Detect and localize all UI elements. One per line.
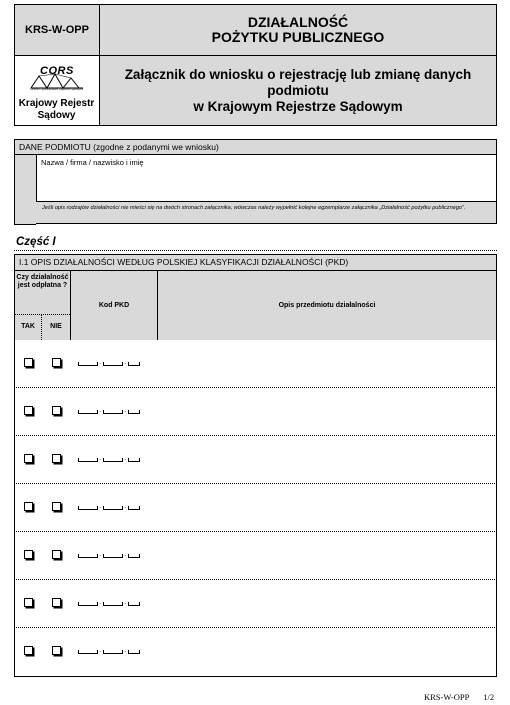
entity-section-margin bbox=[14, 155, 36, 224]
activity-description-field[interactable] bbox=[159, 628, 496, 676]
paid-yes-checkbox[interactable] bbox=[24, 550, 33, 559]
pkd-code-separator: · bbox=[124, 505, 127, 511]
pkd-code-segment bbox=[128, 410, 140, 414]
activity-rows bbox=[14, 340, 497, 677]
table-row bbox=[14, 580, 497, 628]
pkd-code-column-header: Kod PKD bbox=[70, 271, 158, 340]
no-cell bbox=[43, 580, 72, 627]
pkd-code-segment bbox=[103, 410, 123, 414]
pkd-code-segment bbox=[78, 362, 98, 366]
pkd-code-separator: · bbox=[124, 457, 127, 463]
page-footer bbox=[424, 692, 494, 702]
yes-cell bbox=[15, 340, 44, 387]
pkd-code-segment bbox=[103, 362, 123, 366]
paid-column-header: Czy działalność jest odpłatna ? bbox=[14, 271, 70, 315]
pkd-code-cell bbox=[71, 436, 160, 483]
activity-description-field[interactable] bbox=[159, 436, 496, 483]
paid-no-checkbox[interactable] bbox=[52, 646, 61, 655]
title-line1: DZIAŁALNOŚĆ bbox=[247, 14, 349, 30]
pkd-code-separator: · bbox=[99, 553, 102, 559]
subtitle-line3: w Krajowym Rejestrze Sądowym bbox=[193, 98, 403, 114]
pkd-code-input[interactable] bbox=[78, 410, 140, 414]
no-cell bbox=[43, 484, 72, 531]
pkd-code-separator: · bbox=[99, 601, 102, 607]
paid-no-checkbox[interactable] bbox=[52, 406, 61, 415]
pkd-code-segment bbox=[103, 650, 123, 654]
pkd-code-segment bbox=[78, 506, 98, 510]
yes-cell bbox=[15, 388, 44, 435]
pkd-code-segment bbox=[103, 602, 123, 606]
pkd-code-segment bbox=[128, 506, 140, 510]
logo-org-line2: Sądowy bbox=[37, 110, 76, 121]
pkd-code-separator: · bbox=[124, 601, 127, 607]
pkd-code-segment bbox=[78, 650, 98, 654]
paid-yes-checkbox[interactable] bbox=[24, 646, 33, 655]
pkd-code-separator: · bbox=[99, 409, 102, 415]
pkd-code-separator: · bbox=[124, 409, 127, 415]
pkd-code-separator: · bbox=[99, 457, 102, 463]
paid-no-checkbox[interactable] bbox=[52, 598, 61, 607]
pkd-code-input[interactable] bbox=[78, 602, 140, 606]
pkd-code-separator: · bbox=[99, 649, 102, 655]
footer-form-code: KRS-W-OPP bbox=[424, 692, 470, 702]
pkd-code-separator: · bbox=[124, 361, 127, 367]
pkd-code-input[interactable] bbox=[78, 554, 140, 558]
pkd-code-input[interactable] bbox=[78, 458, 140, 462]
activity-description-field[interactable] bbox=[159, 580, 496, 627]
paid-no-checkbox[interactable] bbox=[52, 358, 61, 367]
activity-section-heading: I.1 OPIS DZIAŁALNOŚCI WEDŁUG POLSKIEJ KLASYFIKACJI DZIAŁALNOŚCI (PKD) bbox=[14, 254, 497, 271]
subtitle-line2: podmiotu bbox=[267, 82, 329, 98]
pkd-code-segment bbox=[128, 602, 140, 606]
yes-cell bbox=[15, 628, 44, 676]
title-line2: POŻYTKU PUBLICZNEGO bbox=[211, 29, 385, 45]
pkd-code-cell bbox=[71, 340, 160, 387]
pkd-code-segment bbox=[78, 602, 98, 606]
subtitle-line1: Załącznik do wniosku o rejestrację lub zmianę danych bbox=[124, 66, 472, 82]
pkd-code-input[interactable] bbox=[78, 362, 140, 366]
pkd-code-segment bbox=[78, 554, 98, 558]
footer-page-number: 1/2 bbox=[483, 692, 495, 702]
no-cell bbox=[43, 436, 72, 483]
entity-section-heading: DANE PODMIOTU (zgodne z podanymi we wniosku) bbox=[14, 139, 497, 155]
no-cell bbox=[43, 340, 72, 387]
logo-acronym: CORS bbox=[40, 65, 74, 77]
entity-note: Jeśli opis rodzajów działalności nie mieści się na dwóch stronach załącznika, wówczas należy wypełnić kolejne egzemplarze załącznika „Działalność pożytku publicznego”. bbox=[36, 202, 497, 224]
pkd-code-input[interactable] bbox=[78, 506, 140, 510]
pkd-code-segment bbox=[128, 554, 140, 558]
paid-no-checkbox[interactable] bbox=[52, 454, 61, 463]
activity-description-field[interactable] bbox=[159, 532, 496, 579]
pkd-code-segment bbox=[78, 458, 98, 462]
paid-yes-checkbox[interactable] bbox=[24, 502, 33, 511]
pkd-code-separator: · bbox=[99, 505, 102, 511]
table-row bbox=[14, 340, 497, 388]
description-column-header: Opis przedmiotu działalności bbox=[158, 271, 497, 340]
pkd-code-segment bbox=[103, 554, 123, 558]
part-label: Część I bbox=[16, 236, 56, 248]
logo-small-text: Centrum Ogólnopolskich Rejestrów Sądowych bbox=[29, 88, 84, 91]
pkd-code-segment bbox=[128, 362, 140, 366]
table-row bbox=[14, 388, 497, 436]
pkd-code-separator: · bbox=[124, 553, 127, 559]
table-row bbox=[14, 532, 497, 580]
entity-name-field[interactable] bbox=[36, 155, 497, 202]
yes-cell bbox=[15, 532, 44, 579]
pkd-code-cell bbox=[71, 628, 160, 676]
table-row bbox=[14, 436, 497, 484]
part-divider bbox=[14, 250, 497, 251]
yes-column-header: TAK bbox=[14, 315, 42, 340]
paid-yes-checkbox[interactable] bbox=[24, 598, 33, 607]
yes-cell bbox=[15, 436, 44, 483]
pkd-code-separator: · bbox=[124, 649, 127, 655]
table-row bbox=[14, 484, 497, 532]
paid-yes-checkbox[interactable] bbox=[24, 358, 33, 367]
pkd-code-cell bbox=[71, 580, 160, 627]
pkd-code-cell bbox=[71, 532, 160, 579]
form-title bbox=[99, 4, 497, 56]
entity-section-divider bbox=[14, 224, 36, 225]
activity-description-field[interactable] bbox=[159, 340, 496, 387]
pkd-code-segment bbox=[103, 506, 123, 510]
yes-cell bbox=[15, 484, 44, 531]
entity-name-label: Nazwa / firma / nazwisko i imię bbox=[41, 158, 144, 167]
activity-description-field[interactable] bbox=[159, 484, 496, 531]
no-cell bbox=[43, 628, 72, 676]
paid-no-checkbox[interactable] bbox=[52, 502, 61, 511]
pkd-code-segment bbox=[78, 410, 98, 414]
form-code: KRS-W-OPP bbox=[14, 4, 99, 56]
pkd-code-segment bbox=[128, 458, 140, 462]
form-subtitle bbox=[99, 56, 497, 126]
paid-yes-checkbox[interactable] bbox=[24, 406, 33, 415]
table-row bbox=[14, 628, 497, 677]
paid-no-checkbox[interactable] bbox=[52, 550, 61, 559]
pkd-code-separator: · bbox=[99, 361, 102, 367]
pkd-code-cell bbox=[71, 484, 160, 531]
no-cell bbox=[43, 388, 72, 435]
no-cell bbox=[43, 532, 72, 579]
paid-yes-checkbox[interactable] bbox=[24, 454, 33, 463]
activity-description-field[interactable] bbox=[159, 388, 496, 435]
pkd-code-cell bbox=[71, 388, 160, 435]
no-column-header: NIE bbox=[42, 315, 70, 340]
pkd-code-segment bbox=[128, 650, 140, 654]
pkd-code-input[interactable] bbox=[78, 650, 140, 654]
logo-org-line1: Krajowy Rejestr bbox=[18, 98, 95, 109]
pkd-code-segment bbox=[103, 458, 123, 462]
yes-cell bbox=[15, 580, 44, 627]
